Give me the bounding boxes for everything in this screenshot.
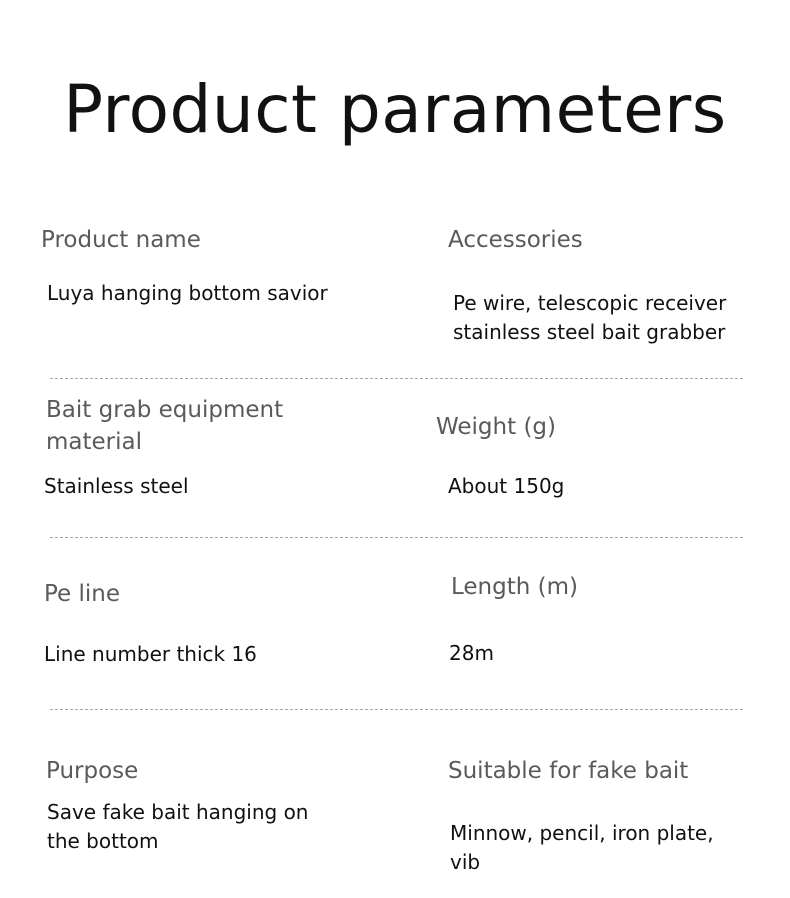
param-value-length: 28m (449, 641, 494, 665)
param-label-weight: Weight (g) (436, 414, 556, 440)
param-label-product-name: Product name (41, 227, 201, 253)
row-divider (50, 537, 743, 538)
param-value-suitable-bait: Minnow, pencil, iron plate, vib (450, 821, 714, 874)
page-title: Product parameters (63, 71, 727, 148)
param-value-purpose: Save fake bait hanging on the bottom (47, 800, 309, 853)
param-value-bait-grab-material: Stainless steel (44, 474, 189, 498)
row-divider (50, 378, 743, 379)
param-label-bait-grab-material: Bait grab equipment material (46, 397, 284, 455)
param-label-accessories: Accessories (448, 227, 583, 253)
param-value-pe-line: Line number thick 16 (44, 642, 257, 666)
param-label-suitable-bait: Suitable for fake bait (448, 758, 689, 784)
param-label-length: Length (m) (451, 574, 578, 600)
param-value-accessories: Pe wire, telescopic receiver stainless steel bait grabber (453, 291, 727, 344)
row-divider (50, 709, 743, 710)
param-value-weight: About 150g (448, 474, 565, 498)
param-label-purpose: Purpose (46, 758, 139, 784)
param-label-pe-line: Pe line (44, 581, 121, 607)
param-value-product-name: Luya hanging bottom savior (47, 281, 328, 305)
